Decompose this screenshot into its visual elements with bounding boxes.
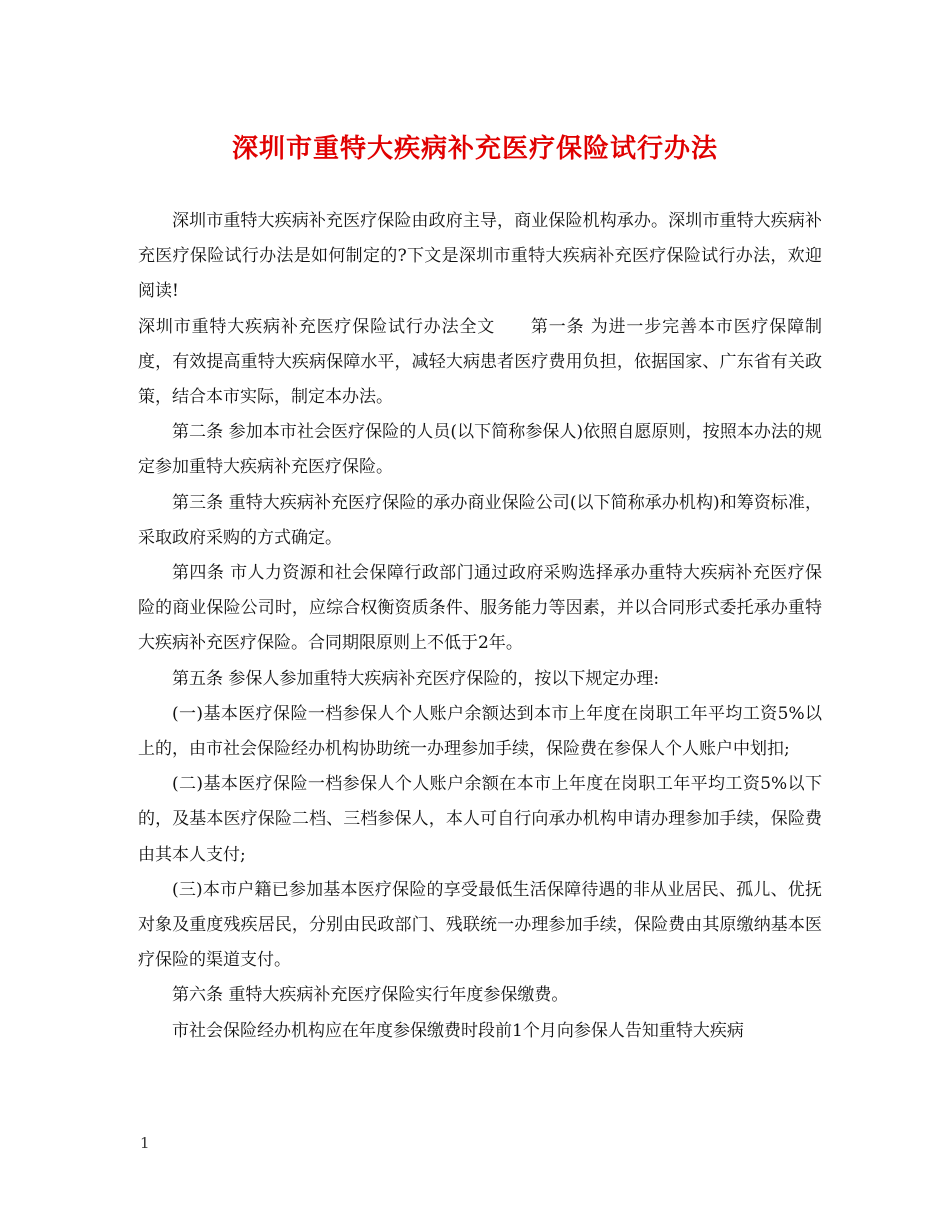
document-body: [138, 204, 822, 1049]
article-1-paragraph: 深圳市重特大疾病补充医疗保险试行办法全文 第一条 为进一步完善本市医疗保障制度，有效提高重特大疾病保障水平，减轻大病患者医疗费用负担，依据国家、广东省有关政策，结合本市实际，制定本办法。: [138, 316, 822, 408]
article-5-paragraph: 第五条 参保人参加重特大疾病补充医疗保险的，按以下规定办理:: [172, 668, 660, 689]
intro-paragraph: 深圳市重特大疾病补充医疗保险由政府主导，商业保险机构承办。深圳市重特大疾病补充医疗保险试行办法是如何制定的?下文是深圳市重特大疾病补充医疗保险试行办法，欢迎阅读!: [138, 211, 822, 302]
article-6-continuation: 市社会保险经办机构应在年度参保缴费时段前1个月向参保人告知重特大疾病: [172, 1020, 744, 1041]
article-6-paragraph: 第六条 重特大疾病补充医疗保险实行年度参保缴费。: [172, 985, 569, 1006]
article-3-paragraph: 第三条 重特大疾病补充医疗保险的承办商业保险公司(以下简称承办机构)和筹资标准，采取政府采购的方式确定。: [138, 492, 822, 548]
article-4-paragraph: 第四条 市人力资源和社会保障行政部门通过政府采购选择承办重特大疾病补充医疗保险的商业保险公司时，应综合权衡资质条件、服务能力等因素，并以合同形式委托承办重特大疾病补充医疗保险。合同期限原则上不低于2年。: [138, 563, 822, 654]
document-title: 深圳市重特大疾病补充医疗保险试行办法: [231, 134, 718, 164]
article-5-item-2: (二)基本医疗保险一档参保人个人账户余额在本市上年度在岗职工年平均工资5%以下的，及基本医疗保险二档、三档参保人，本人可自行向承办机构申请办理参加手续，保险费由其本人支付;: [138, 774, 822, 865]
article-2-paragraph: 第二条 参加本市社会医疗保险的人员(以下简称参保人)依照自愿原则，按照本办法的规定参加重特大疾病补充医疗保险。: [138, 422, 822, 478]
article-5-item-1: (一)基本医疗保险一档参保人个人账户余额达到本市上年度在岗职工年平均工资5%以上的，由市社会保险经办机构协助统一办理参加手续，保险费在参保人个人账户中划扣;: [138, 703, 822, 760]
page-number: 1: [140, 1134, 150, 1152]
article-5-item-3: (三)本市户籍已参加基本医疗保险的享受最低生活保障待遇的非从业居民、孤儿、优抚对象及重度残疾居民，分别由民政部门、残联统一办理参加手续，保险费由其原缴纳基本医疗保险的渠道支付。: [138, 879, 822, 971]
